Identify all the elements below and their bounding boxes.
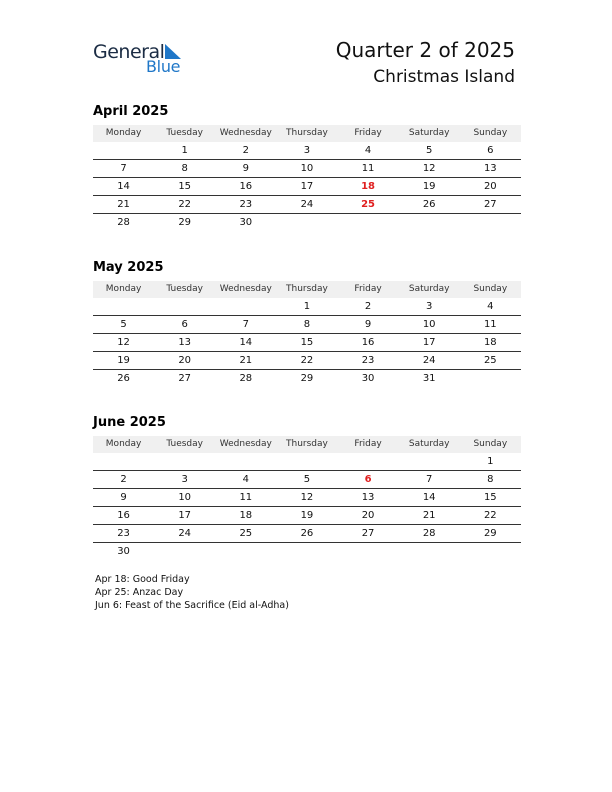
month-title: May 2025 xyxy=(93,260,164,275)
day-cell: 18 xyxy=(361,181,376,192)
day-cell: 2 xyxy=(364,301,372,312)
day-cell: 23 xyxy=(117,528,130,539)
day-cell: 5 xyxy=(120,319,127,330)
week-row xyxy=(93,142,521,160)
day-cell: 26 xyxy=(117,373,130,384)
weekday-wednesday: Wednesday xyxy=(219,128,272,138)
day-cell: 17 xyxy=(422,337,436,348)
weekday-sunday: Sunday xyxy=(473,284,508,294)
day-cell: 15 xyxy=(178,181,192,192)
day-cell: 21 xyxy=(239,355,253,366)
day-cell: 8 xyxy=(303,319,311,330)
week-row xyxy=(93,543,521,560)
day-cell: 20 xyxy=(483,181,497,192)
weekday-sunday: Sunday xyxy=(473,439,508,449)
empty-day-cell xyxy=(338,543,399,560)
day-cell: 25 xyxy=(483,355,497,366)
month-title: June 2025 xyxy=(93,415,166,430)
month-june xyxy=(93,414,521,560)
day-cell: 14 xyxy=(239,337,253,348)
logo xyxy=(93,41,193,81)
logo-general-text: General xyxy=(93,41,165,63)
day-cell: 5 xyxy=(426,145,433,156)
weekday-header-row xyxy=(93,436,521,453)
day-cell: 28 xyxy=(239,373,253,384)
day-cell: 27 xyxy=(483,199,497,210)
weekday-thursday: Thursday xyxy=(286,284,328,294)
week-row xyxy=(93,316,521,334)
day-cell: 13 xyxy=(361,492,375,503)
week-row xyxy=(93,507,521,525)
day-cell: 1 xyxy=(303,301,311,312)
day-cell: 19 xyxy=(300,510,314,521)
month-title: April 2025 xyxy=(93,104,169,119)
day-cell: 12 xyxy=(300,492,314,503)
week-row xyxy=(93,334,521,352)
weekday-friday: Friday xyxy=(354,128,382,138)
day-cell: 30 xyxy=(361,373,375,384)
day-cell: 14 xyxy=(117,181,130,192)
holiday-note: Apr 18: Good Friday xyxy=(95,574,190,585)
day-cell: 29 xyxy=(300,373,314,384)
day-cell: 6 xyxy=(364,474,372,485)
day-cell: 11 xyxy=(361,163,375,174)
day-cell: 10 xyxy=(422,319,436,330)
day-cell: 30 xyxy=(117,546,130,557)
day-cell: 26 xyxy=(300,528,314,539)
weekday-thursday: Thursday xyxy=(286,439,328,449)
week-row xyxy=(93,352,521,370)
day-cell: 16 xyxy=(361,337,375,348)
day-cell: 3 xyxy=(426,301,433,312)
week-row xyxy=(93,196,521,214)
empty-day-cell xyxy=(215,453,276,470)
weekday-monday: Monday xyxy=(105,284,142,294)
day-cell: 20 xyxy=(361,510,375,521)
empty-day-cell xyxy=(276,543,337,560)
weekday-wednesday: Wednesday xyxy=(219,284,272,294)
day-cell: 11 xyxy=(239,492,253,503)
day-cell: 24 xyxy=(422,355,436,366)
day-cell: 12 xyxy=(117,337,130,348)
day-cell: 15 xyxy=(300,337,314,348)
day-cell: 22 xyxy=(300,355,314,366)
day-cell: 29 xyxy=(483,528,497,539)
day-cell: 22 xyxy=(483,510,497,521)
weekday-tuesday: Tuesday xyxy=(166,128,203,138)
week-row xyxy=(93,453,521,471)
day-cell: 19 xyxy=(422,181,436,192)
weekday-wednesday: Wednesday xyxy=(219,439,272,449)
empty-day-cell xyxy=(93,142,154,159)
day-cell: 9 xyxy=(364,319,372,330)
day-cell: 23 xyxy=(361,355,375,366)
empty-day-cell xyxy=(399,543,460,560)
day-cell: 9 xyxy=(120,492,127,503)
week-row xyxy=(93,214,521,231)
weekday-sunday: Sunday xyxy=(473,128,508,138)
day-cell: 6 xyxy=(181,319,188,330)
day-cell: 28 xyxy=(422,528,436,539)
empty-day-cell xyxy=(215,298,276,315)
day-cell: 12 xyxy=(422,163,436,174)
weekday-saturday: Saturday xyxy=(408,284,450,294)
day-cell: 11 xyxy=(483,319,497,330)
empty-day-cell xyxy=(460,543,521,560)
day-cell: 13 xyxy=(178,337,192,348)
day-cell: 20 xyxy=(178,355,192,366)
weekday-monday: Monday xyxy=(105,128,142,138)
empty-day-cell xyxy=(154,453,215,470)
day-cell: 2 xyxy=(242,145,249,156)
day-cell: 8 xyxy=(181,163,188,174)
day-cell: 24 xyxy=(178,528,192,539)
day-cell: 21 xyxy=(117,199,130,210)
empty-day-cell xyxy=(399,214,460,231)
day-cell: 4 xyxy=(364,145,372,156)
empty-day-cell xyxy=(93,453,154,470)
day-cell: 29 xyxy=(178,217,192,228)
day-cell: 27 xyxy=(361,528,375,539)
day-cell: 10 xyxy=(300,163,314,174)
day-cell: 1 xyxy=(487,456,494,467)
weekday-monday: Monday xyxy=(105,439,142,449)
day-cell: 2 xyxy=(120,474,127,485)
weekday-friday: Friday xyxy=(354,284,382,294)
day-cell: 3 xyxy=(303,145,311,156)
empty-day-cell xyxy=(154,543,215,560)
weekday-saturday: Saturday xyxy=(408,128,450,138)
week-row xyxy=(93,489,521,507)
day-cell: 24 xyxy=(300,199,314,210)
page-title: Quarter 2 of 2025 xyxy=(335,38,515,62)
day-cell: 23 xyxy=(239,199,253,210)
month-april xyxy=(93,103,521,231)
empty-day-cell xyxy=(93,298,154,315)
day-cell: 10 xyxy=(178,492,192,503)
week-row xyxy=(93,525,521,543)
day-cell: 26 xyxy=(422,199,436,210)
day-cell: 4 xyxy=(242,474,249,485)
day-cell: 21 xyxy=(422,510,436,521)
day-cell: 18 xyxy=(239,510,253,521)
weekday-header-row xyxy=(93,125,521,142)
day-cell: 13 xyxy=(483,163,497,174)
day-cell: 5 xyxy=(303,474,311,485)
logo-blue-text: Blue xyxy=(146,57,181,76)
weekday-tuesday: Tuesday xyxy=(166,439,203,449)
day-cell: 6 xyxy=(487,145,494,156)
empty-day-cell xyxy=(399,453,460,470)
empty-day-cell xyxy=(338,453,399,470)
day-cell: 4 xyxy=(487,301,494,312)
day-cell: 19 xyxy=(117,355,130,366)
day-cell: 25 xyxy=(361,199,376,210)
day-cell: 30 xyxy=(239,217,253,228)
day-cell: 28 xyxy=(117,217,130,228)
holiday-note: Jun 6: Feast of the Sacrifice (Eid al-Adha) xyxy=(95,600,289,611)
holiday-note: Apr 25: Anzac Day xyxy=(95,587,184,598)
holiday-notes xyxy=(95,573,289,612)
day-cell: 16 xyxy=(117,510,130,521)
empty-day-cell xyxy=(460,214,521,231)
day-cell: 7 xyxy=(120,163,127,174)
day-cell: 17 xyxy=(300,181,314,192)
day-cell: 31 xyxy=(422,373,436,384)
day-cell: 15 xyxy=(483,492,497,503)
week-row xyxy=(93,370,521,387)
empty-day-cell xyxy=(276,214,337,231)
empty-day-cell xyxy=(276,453,337,470)
day-cell: 25 xyxy=(239,528,253,539)
empty-day-cell xyxy=(460,370,521,387)
day-cell: 9 xyxy=(242,163,249,174)
day-cell: 18 xyxy=(483,337,497,348)
weekday-thursday: Thursday xyxy=(286,128,328,138)
week-row xyxy=(93,471,521,489)
weekday-header-row xyxy=(93,281,521,298)
month-may xyxy=(93,259,521,387)
day-cell: 14 xyxy=(422,492,436,503)
weekday-friday: Friday xyxy=(354,439,382,449)
day-cell: 7 xyxy=(426,474,433,485)
day-cell: 1 xyxy=(181,145,188,156)
day-cell: 7 xyxy=(242,319,249,330)
empty-day-cell xyxy=(338,214,399,231)
day-cell: 17 xyxy=(178,510,192,521)
page-subtitle: Christmas Island xyxy=(373,67,515,87)
day-cell: 16 xyxy=(239,181,253,192)
empty-day-cell xyxy=(154,298,215,315)
day-cell: 8 xyxy=(487,474,494,485)
week-row xyxy=(93,160,521,178)
week-row xyxy=(93,298,521,316)
week-row xyxy=(93,178,521,196)
day-cell: 3 xyxy=(181,474,188,485)
day-cell: 22 xyxy=(178,199,192,210)
day-cell: 27 xyxy=(178,373,192,384)
weekday-tuesday: Tuesday xyxy=(166,284,203,294)
weekday-saturday: Saturday xyxy=(408,439,450,449)
empty-day-cell xyxy=(215,543,276,560)
